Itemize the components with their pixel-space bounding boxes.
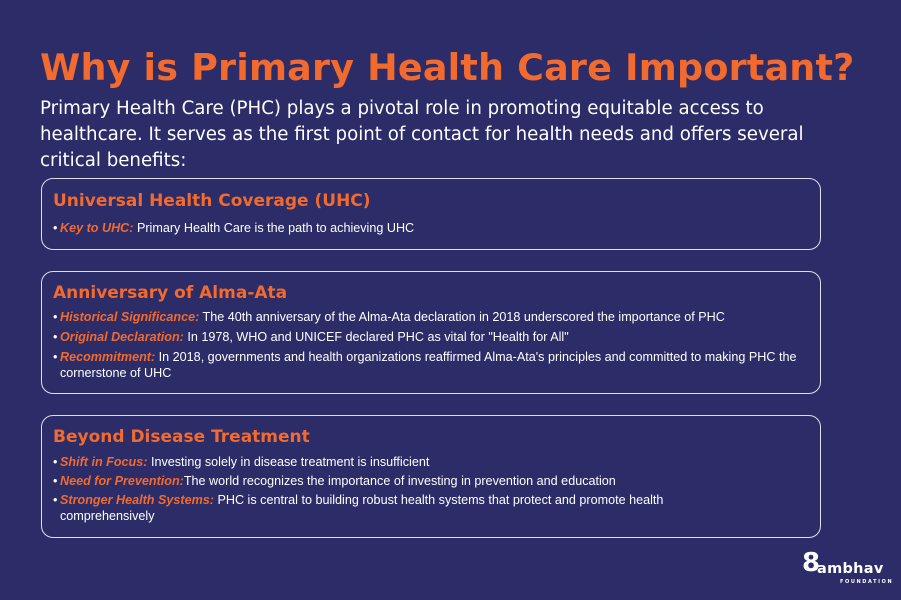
card-beyond-disease-treatment (41, 415, 821, 538)
list-item: • Key to UHC: Primary Health Care is the path to achieving UHC (53, 221, 415, 235)
list-item-text: PHC is central to building robust health systems that protect and promote health comprehensively (60, 493, 664, 523)
list-item: • Shift in Focus: Investing solely in disease treatment is insufficient (53, 455, 430, 469)
list-item-key: Key to UHC: (60, 221, 134, 235)
card-list (53, 309, 810, 385)
card-heading: Universal Health Coverage (UHC) (53, 191, 371, 211)
card-heading: Anniversary of Alma-Ata (53, 283, 288, 303)
list-item-key: Original Declaration: (60, 330, 184, 344)
list-item-text: Primary Health Care is the path to achieving UHC (133, 221, 415, 235)
list-item-text: In 2018, governments and health organizations reaffirmed Alma-Ata's principles and committed to making PHC the cornerstone of UHC (60, 350, 797, 380)
page-title: Why is Primary Health Care Important? (40, 46, 855, 90)
list-item: • Need for Prevention:The world recognizes the importance of investing in prevention and education (53, 474, 616, 488)
card-list (53, 454, 810, 527)
list-item-text: In 1978, WHO and UNICEF declared PHC as vital for "Health for All" (183, 330, 569, 344)
card-universal-health-coverage (41, 178, 821, 250)
sambhav-foundation-logo (800, 548, 894, 590)
list-item-key: Shift in Focus: (60, 455, 148, 469)
card-anniversary-alma-ata (41, 271, 821, 394)
list-item-text: Investing solely in disease treatment is insufficient (147, 455, 430, 469)
logo-mark: 8 (802, 548, 821, 578)
list-item-key: Recommitment: (60, 350, 156, 364)
list-item: • Stronger Health Systems: PHC is central to building robust health systems that protect and promote health comprehensively (53, 493, 664, 523)
list-item-key: Need for Prevention: (60, 474, 184, 488)
list-item-key: Stronger Health Systems: (60, 493, 214, 507)
list-item: • Recommitment: In 2018, governments and health organizations reaffirmed Alma-Ata's principles and committed to making PHC the cornerstone of UHC (53, 350, 797, 380)
intro-paragraph: Primary Health Care (PHC) plays a pivotal role in promoting equitable access to healthcare. It serves as the first point of contact for health needs and offers several critical benefits: (40, 98, 804, 172)
list-item-key: Historical Significance: (60, 310, 200, 324)
list-item-text: The 40th anniversary of the Alma-Ata declaration in 2018 underscored the importance of PHC (199, 310, 725, 324)
card-heading: Beyond Disease Treatment (53, 427, 310, 447)
logo-wordmark: ambhav (817, 561, 884, 577)
logo-subtitle: FOUNDATION (840, 579, 894, 585)
card-list (53, 220, 810, 240)
list-item-text: The world recognizes the importance of investing in prevention and education (183, 474, 616, 488)
list-item: • Original Declaration: In 1978, WHO and UNICEF declared PHC as vital for "Health for All" (53, 330, 569, 344)
list-item: • Historical Significance: The 40th anniversary of the Alma-Ata declaration in 2018 underscored the importance of PHC (53, 310, 725, 324)
